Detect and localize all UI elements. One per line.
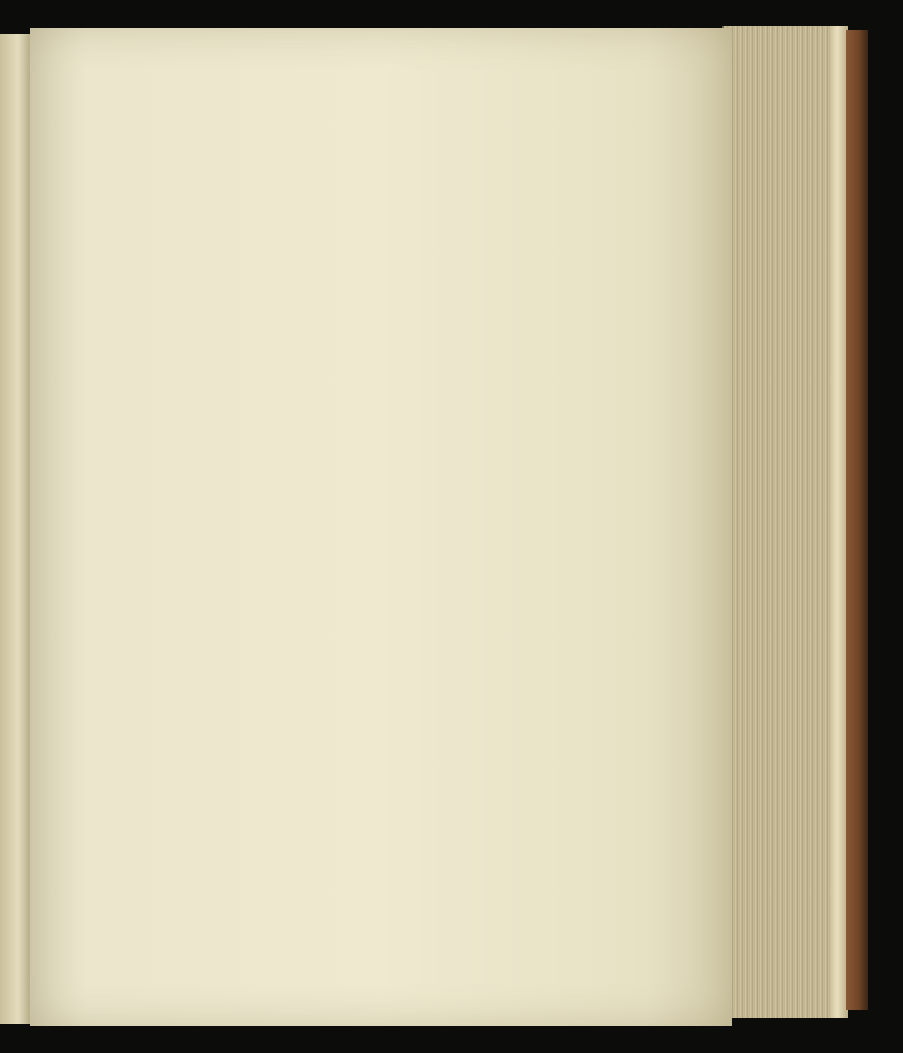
- running-head: [230, 106, 610, 140]
- right-page: [30, 28, 732, 1026]
- section-heading: [216, 502, 238, 519]
- left-page-edge: [0, 34, 31, 1024]
- page-block-edge: [722, 26, 846, 1018]
- book-cover-edge: [846, 30, 868, 1010]
